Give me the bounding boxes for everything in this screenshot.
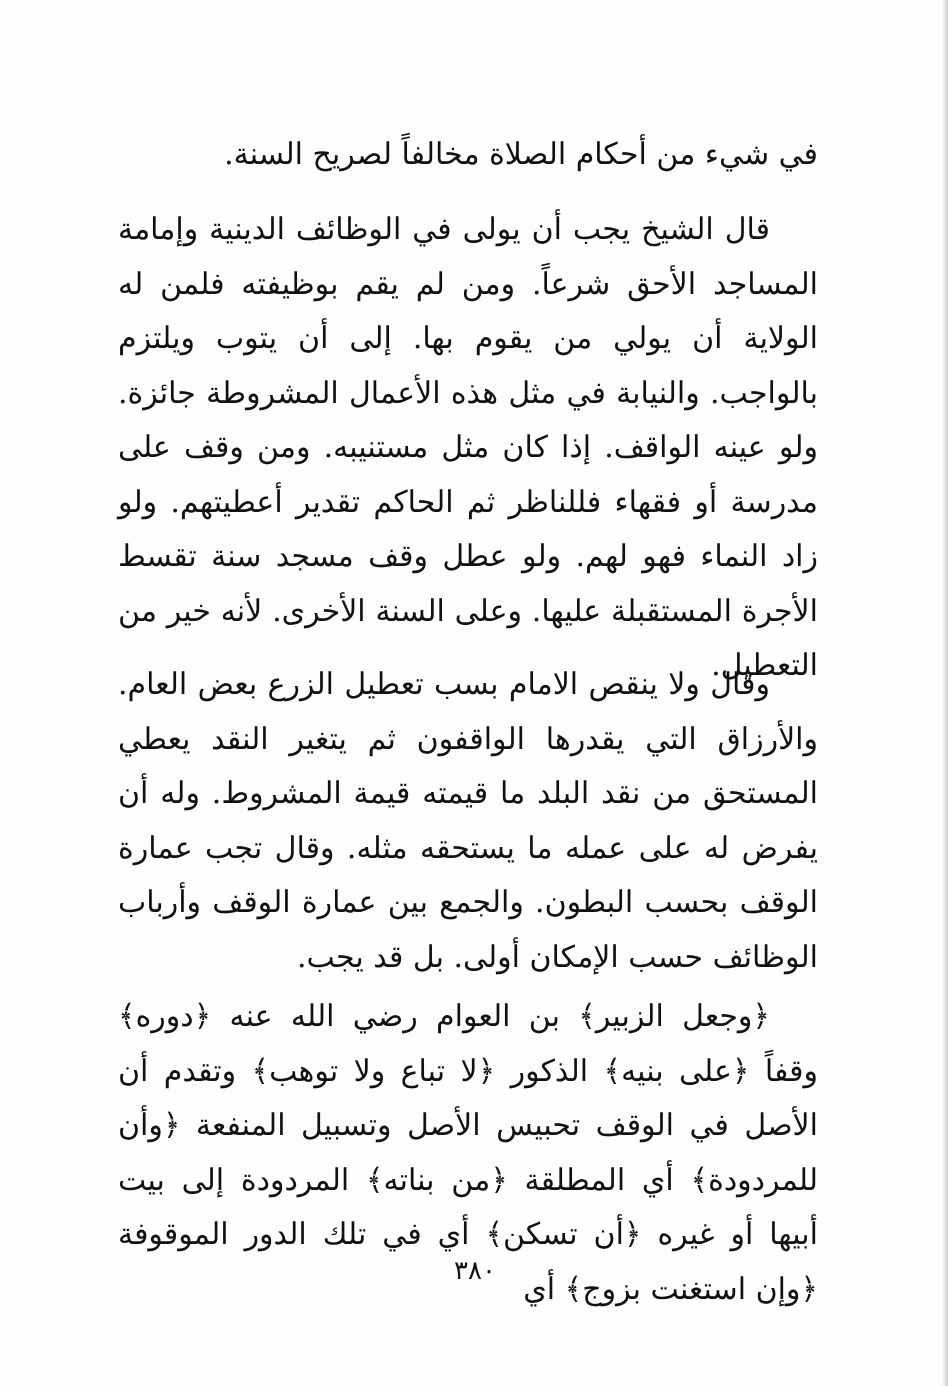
paragraph-3 bbox=[118, 658, 818, 985]
paragraph-text: ﴿وجعل الزبير﴾ بن العوام رضي الله عنه ﴿دوره﴾ وقفاً ﴿على بنيه﴾ الذكور ﴿لا تباع ولا توهب﴾ وتقدم أن الأصل في الوقف تحبيس الأصل وتسبيل المنفعة ﴿وأن للمردودة﴾ أي المطلقة ﴿من بناته﴾ المردودة إلى بيت أبيها أو غيره ﴿أن تسكن﴾ أي في تلك الدور الموقوفة ﴿وإن استغنت بزوج﴾ أي bbox=[118, 999, 818, 1307]
paragraph-text: قال الشيخ يجب أن يولى في الوظائف الدينية وإمامة المساجد الأحق شرعاً. ومن لم يقم بوظيفته فلمن له الولاية أن يولي من يقوم بها. إلى أن يتوب ويلتزم بالواجب. والنيابة في مثل هذه الأعمال المشروطة جائزة. ولو عينه الواقف. إذا كان مثل مستنيبه. ومن وقف على مدرسة أو فقهاء فللناظر ثم الحاكم تقدير أعطيتهم. ولو زاد النماء فهو لهم. ولو عطل وقف مسجد سنة تقسط الأجرة المستقبلة عليها. وعلى السنة الأخرى. لأنه خير من التعطيل. bbox=[118, 212, 819, 683]
paragraph-2 bbox=[118, 203, 818, 694]
page-number: ٣٨٠ bbox=[454, 1256, 496, 1286]
paragraph-1 bbox=[118, 128, 818, 183]
paragraph-text: وقال ولا ينقص الامام بسب تعطيل الزرع بعض العام. والأرزاق التي يقدرها الواقفون ثم يتغير النقد يعطي المستحق من نقد البلد ما قيمته قيمة المشروط. وله أن يفرض له على عمله ما يستحقه مثله. وقال تجب عمارة الوقف بحسب البطون. والجمع بين عمارة الوقف وأرباب الوظائف حسب الإمكان أولى. بل قد يجب. bbox=[118, 667, 818, 975]
paragraph-text: في شيء من أحكام الصلاة مخالفاً لصريح السنة. bbox=[224, 137, 818, 172]
page-edge-shadow bbox=[942, 0, 948, 1386]
